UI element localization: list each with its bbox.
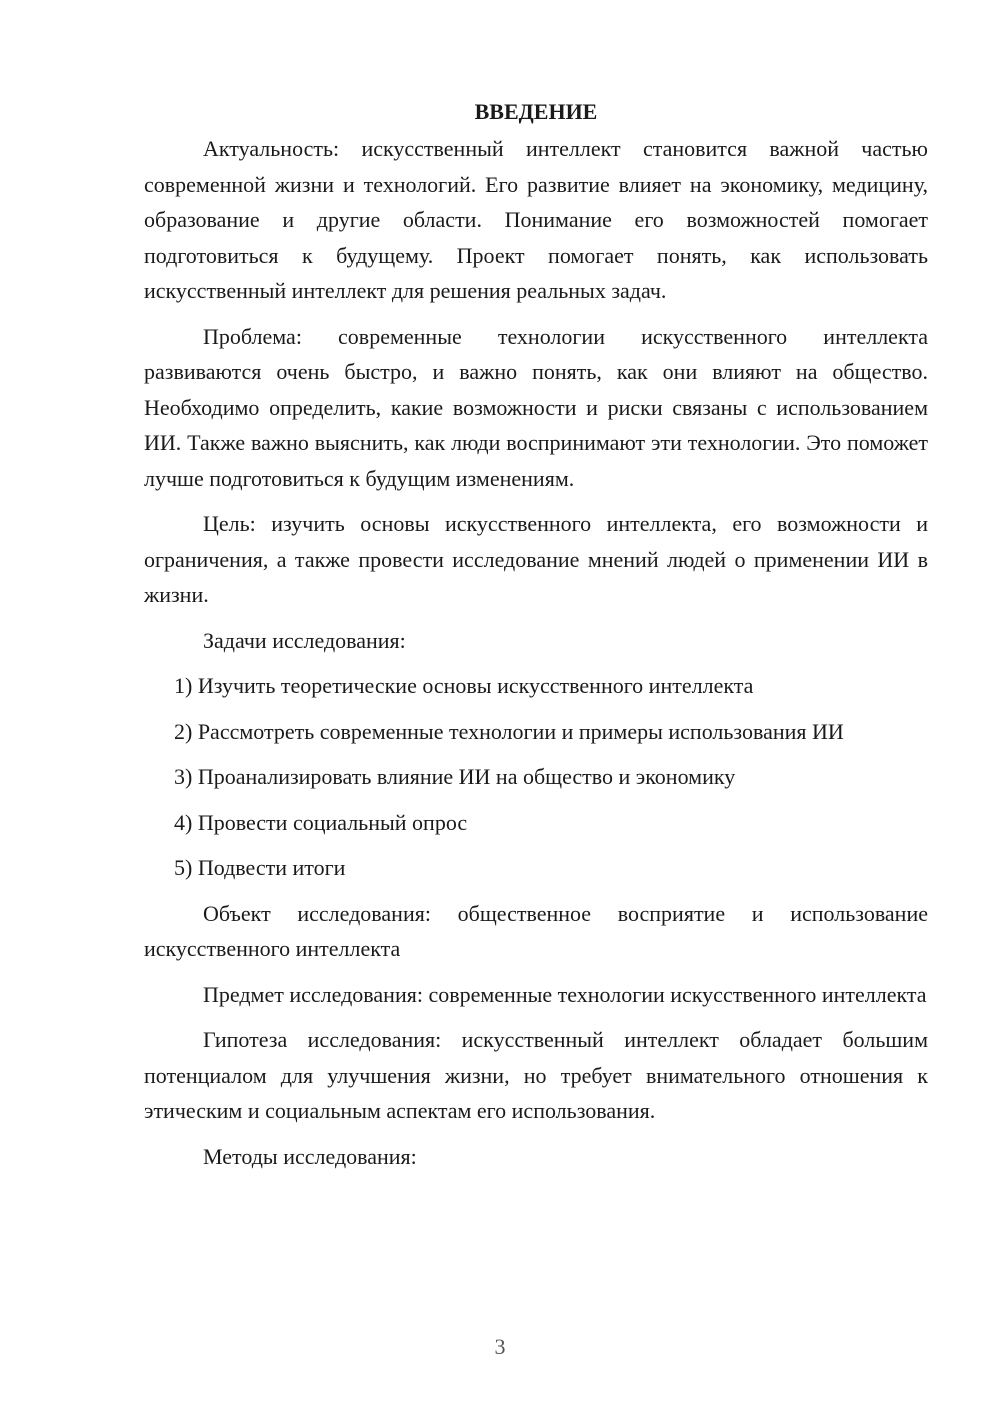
list-item: 3) Проанализировать влияние ИИ на общество и экономику <box>174 764 736 789</box>
list-item: 1) Изучить теоретические основы искусственного интеллекта <box>174 673 754 698</box>
paragraph-object: Объект исследования: общественное восприятие и использование искусственного интеллекта <box>144 900 928 961</box>
page-title: ВВЕДЕНИЕ <box>474 99 598 124</box>
tasks-list <box>144 668 928 886</box>
tasks-heading: Задачи исследования: <box>203 627 406 653</box>
page-number: 3 <box>494 1334 506 1359</box>
list-item: 5) Подвести итоги <box>174 855 346 880</box>
paragraph-hypothesis: Гипотеза исследования: искусственный интеллект обладает большим потенциалом для улучшения жизни, но требует внимательного отношения к этическим и социальным аспектам его использования. <box>144 1027 928 1123</box>
paragraph-subject: Предмет исследования: современные технологии искусственного интеллекта <box>203 981 927 1007</box>
document-page <box>144 94 928 1184</box>
paragraph-problem: Проблема: современные технологии искусственного интеллекта развиваются очень быстро, и важно понять, как они влияют на общество. Необходимо определить, какие возможности и риски связаны с использованием ИИ. Также важно выяснить, как люди воспринимают эти технологии. Это поможет лучше подготовиться к будущим изменениям. <box>144 323 928 491</box>
paragraph-relevance: Актуальность: искусственный интеллект становится важной частью современной жизни и технологий. Его развитие влияет на экономику, медицину, образование и другие области. Понимание его возможностей помогает подготовиться к будущему. Проект помогает понять, как использовать искусственный интеллект для решения реальных задач. <box>144 136 928 303</box>
methods-heading: Методы исследования: <box>203 1143 417 1169</box>
list-item: 2) Рассмотреть современные технологии и примеры использования ИИ <box>174 718 844 744</box>
list-item: 4) Провести социальный опрос <box>174 809 468 835</box>
paragraph-goal: Цель: изучить основы искусственного интеллекта, его возможности и ограничения, а также провести исследование мнений людей о применении ИИ в жизни. <box>144 511 928 607</box>
